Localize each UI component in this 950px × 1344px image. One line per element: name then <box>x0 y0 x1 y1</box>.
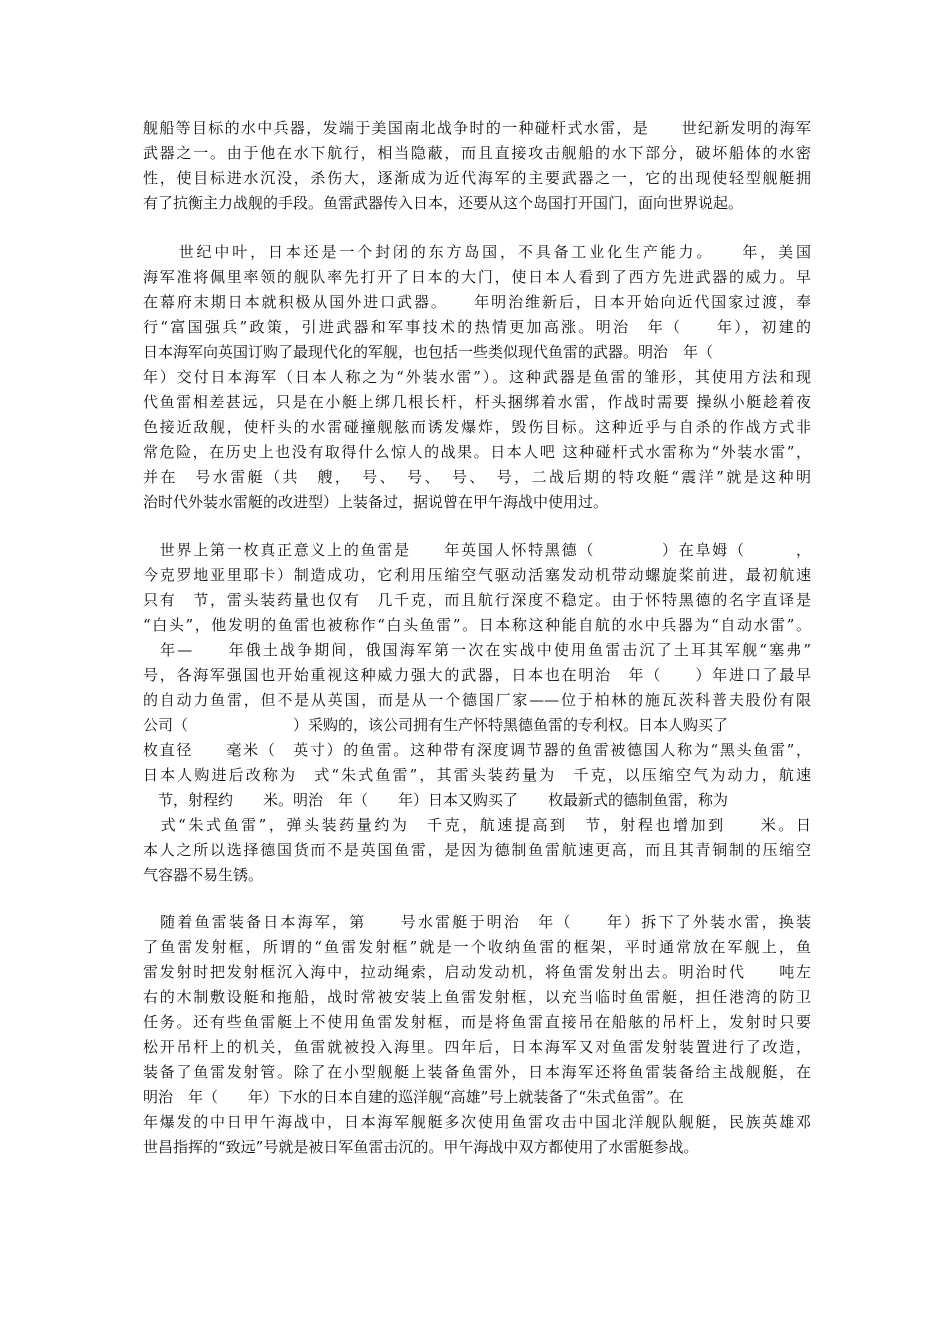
text-line: 色接近敌舰，使杆头的水雷碰撞舰舷而诱发爆炸，毁伤目标。这种近乎与自杀的作战方式非 <box>143 418 811 436</box>
text-line: 年）交付日本海军（日本人称之为“外装水雷”）。这种武器是鱼雷的雏形，其使用方法和现 <box>143 368 811 386</box>
text-line: 并在 号水雷艇（共 艘， 号、 号、 号、 号，二战后期的特攻艇“震洋”就是这种明 <box>143 468 811 486</box>
text-line: 年— 年俄土战争期间，俄国海军第一次在实战中使用鱼雷击沉了土耳其军舰“塞弗” <box>143 641 811 659</box>
text-line: 治时代外装水雷艇的改进型）上装备过，据说曾在甲午海战中使用过。 <box>143 493 609 511</box>
text-line: 世纪中叶，日本还是一个封闭的东方岛国，不具备工业化生产能力。 年，美国 <box>143 243 811 261</box>
text-line: “白头”，他发明的鱼雷也被称作“白头鱼雷”。日本称这种能自航的水中兵器为“自动水雷”。 <box>143 616 811 634</box>
text-line: 随着鱼雷装备日本海军，第 号水雷艇于明治 年（ 年）拆下了外装水雷，换装 <box>143 913 811 931</box>
text-line: 松开吊杆上的机关，鱼雷就被投入海里。四年后，日本海军又对鱼雷发射装置进行了改造， <box>143 1038 811 1056</box>
text-line: 右的木制敷设艇和拖船，战时常被安装上鱼雷发射框，以充当临时鱼雷艇，担任港湾的防卫 <box>143 988 811 1006</box>
text-line: 年爆发的中日甲午海战中，日本海军舰艇多次使用鱼雷攻击中国北洋舰队舰艇，民族英雄邓 <box>143 1113 811 1131</box>
text-line: 本人之所以选择德国货而不是英国鱼雷，是因为德制鱼雷航速更高，而且其青铜制的压缩空 <box>143 841 811 859</box>
text-line: 日本海军向英国订购了最现代化的军舰，也包括一些类似现代鱼雷的武器。明治 年（ <box>143 343 714 361</box>
text-line: 雷发射时把发射框沉入海中，拉动绳索，启动发动机，将鱼雷发射出去。明治时代 吨左 <box>143 963 811 981</box>
text-line: 了鱼雷发射框，所谓的“鱼雷发射框”就是一个收纳鱼雷的框架，平时通常放在军舰上，鱼 <box>143 938 811 956</box>
text-line: 只有 节，雷头装药量也仅有 几千克，而且航行深度不稳定。由于怀特黑德的名字直译是 <box>143 591 811 609</box>
text-line: 常危险，在历史上也没有取得什么惊人的战果。日本人吧 这种碰杆式水雷称为“外装水雷”， <box>143 443 811 461</box>
text-line: 世界上第一枚真正意义上的鱼雷是 年英国人怀特黑德（ ）在阜姆（ ， <box>143 541 811 559</box>
text-line: 在幕府末期日本就积极从国外进口武器。 年明治维新后，日本开始向近代国家过渡，奉 <box>143 293 811 311</box>
text-line: 明治 年（ 年）下水的日本自建的巡洋舰“高雄”号上就装备了“朱式鱼雷”。在 <box>143 1088 684 1106</box>
text-line: 性，使目标进水沉没，杀伤大，逐渐成为近代海军的主要武器之一，它的出现使轻型舰艇拥 <box>143 169 811 187</box>
text-line: 武器之一。由于他在水下航行，相当隐蔽，而且直接攻击舰船的水下部分，破坏船体的水密 <box>143 144 811 162</box>
text-line: 装备了鱼雷发射管。除了在小型舰艇上装备鱼雷外，日本海军还将鱼雷装备给主战舰艇，在 <box>143 1063 811 1081</box>
paragraph-whitehead-torpedo <box>143 538 811 888</box>
text-line: 舰船等目标的水中兵器，发端于美国南北战争时的一种碰杆式水雷，是 世纪新发明的海军 <box>143 119 811 137</box>
text-line: 今克罗地亚里耶卡）制造成功，它利用压缩空气驱动活塞发动机带动螺旋桨前进，最初航速 <box>143 566 811 584</box>
text-line: 节，射程约 米。明治 年（ 年）日本又购买了 枚最新式的德制鱼雷，称为 <box>143 791 729 809</box>
paragraph-spar-torpedo <box>143 240 811 515</box>
text-line: 号，各海军强国也开始重视这种威力强大的武器，日本也在明治 年（ ）年进口了最早 <box>143 666 811 684</box>
text-line: 任务。还有些鱼雷艇上不使用鱼雷发射框，而是将鱼雷直接吊在船舷的吊杆上，发射时只要 <box>143 1013 811 1031</box>
paragraph-launch-apparatus <box>143 910 811 1160</box>
text-line: 海军准将佩里率领的舰队率先打开了日本的大门，使日本人看到了西方先进武器的威力。早 <box>143 268 811 286</box>
text-line: 世昌指挥的“致远”号就是被日军鱼雷击沉的。甲午海战中双方都使用了水雷艇参战。 <box>143 1138 699 1156</box>
text-line: 公司（ ）采购的，该公司拥有生产怀特黑德鱼雷的专利权。日本人购买了 <box>143 716 729 734</box>
text-line: 代鱼雷相差甚远，只是在小艇上绑几根长杆，杆头捆绑着水雷，作战时需要 操纵小艇趁着夜 <box>143 393 811 411</box>
text-line: 行“富国强兵”政策，引进武器和军事技术的热情更加高涨。明治 年（ 年），初建的 <box>143 318 811 336</box>
text-line: 有了抗衡主力战舰的手段。鱼雷武器传入日本，还要从这个岛国打开国门，面向世界说起。 <box>143 194 744 212</box>
text-line: 枚直径 毫米（ 英寸）的鱼雷。这种带有深度调节器的鱼雷被德国人称为“黑头鱼雷”， <box>143 741 811 759</box>
text-line: 气容器不易生锈。 <box>143 866 264 884</box>
text-line: 式“朱式鱼雷”，弹头装药量约为 千克，航速提高到 节，射程也增加到 米。日 <box>143 816 811 834</box>
text-line: 的自动力鱼雷，但不是从英国，而是从一个德国厂家——位于柏林的施瓦茨科普夫股份有限 <box>143 691 811 709</box>
text-line: 日本人购进后改称为 式“朱式鱼雷”，其雷头装药量为 千克，以压缩空气为动力，航速 <box>143 766 811 784</box>
paragraph-torpedo-origin <box>143 116 811 216</box>
